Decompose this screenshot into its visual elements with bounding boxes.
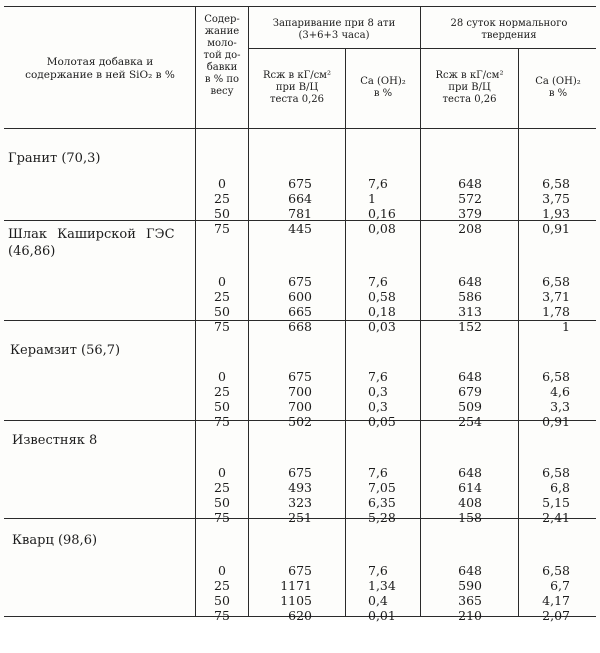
col-divider-1 xyxy=(195,6,196,616)
additive-label-limestone: Известняк 8 xyxy=(12,433,98,448)
normal-strength-granite: 648 572 379 208 xyxy=(458,176,482,236)
dose-column-granite: 0 25 50 75 xyxy=(214,176,230,236)
dose-column-quartz: 0 25 50 75 xyxy=(214,563,230,623)
normal-caoh-slag: 6,58 3,71 1,78 1 xyxy=(542,274,570,334)
header-steam-strength: Rсж в кГ/см² при В/Ц теста 0,26 xyxy=(263,70,331,105)
steam-caoh-limestone: 7,6 7,05 6,35 5,28 xyxy=(368,465,396,525)
normal-strength-slag: 648 586 313 152 xyxy=(458,274,482,334)
col-divider-2 xyxy=(248,6,249,616)
steam-strength-granite: 675 664 781 445 xyxy=(288,176,312,236)
normal-caoh-granite: 6,58 3,75 1,93 0,91 xyxy=(542,176,570,236)
header-additive: Молотая добавка и содержание в ней SiO₂ в % xyxy=(25,56,175,81)
header-steam-group: Запаривание при 8 ати (3+6+3 часа) xyxy=(272,18,396,41)
header-normal-caoh: Ca (OH)₂ в % xyxy=(535,76,581,99)
steam-caoh-slag: 7,6 0,58 0,18 0,03 xyxy=(368,274,396,334)
additive-label-keramzit: Керамзит (56,7) xyxy=(10,343,121,358)
normal-strength-quartz: 648 590 365 210 xyxy=(458,563,482,623)
normal-strength-limestone: 648 614 408 158 xyxy=(458,465,482,525)
subheader-rule xyxy=(248,48,596,49)
col-divider-4 xyxy=(420,6,421,616)
col-divider-3 xyxy=(345,48,346,616)
col-divider-5 xyxy=(518,48,519,616)
steam-caoh-quartz: 7,6 1,34 0,4 0,01 xyxy=(368,563,396,623)
steam-caoh-granite: 7,6 1 0,16 0,08 xyxy=(368,176,396,236)
dose-column-limestone: 0 25 50 75 xyxy=(214,465,230,525)
steam-strength-quartz: 675 1171 1105 620 xyxy=(280,563,312,623)
additive-label-granite: Гранит (70,3) xyxy=(8,151,101,166)
steam-caoh-keramzit: 7,6 0,3 0,3 0,05 xyxy=(368,369,396,429)
steam-strength-limestone: 675 493 323 251 xyxy=(288,465,312,525)
header-bottom-rule xyxy=(4,128,596,129)
normal-caoh-keramzit: 6,58 4,6 3,3 0,91 xyxy=(542,369,570,429)
normal-caoh-limestone: 6,58 6,8 5,15 2,41 xyxy=(542,465,570,525)
additive-label-slag: Шлак Каширской ГЭС (46,86) xyxy=(8,227,175,259)
dose-column-keramzit: 0 25 50 75 xyxy=(214,369,230,429)
normal-caoh-quartz: 6,58 6,7 4,17 2,07 xyxy=(542,563,570,623)
header-steam-caoh: Ca (OH)₂ в % xyxy=(360,76,406,99)
header-normal-strength: Rсж в кГ/см² при В/Ц теста 0,26 xyxy=(435,70,504,105)
top-rule xyxy=(4,6,596,7)
dose-column-slag: 0 25 50 75 xyxy=(214,274,230,334)
normal-strength-keramzit: 648 679 509 254 xyxy=(458,369,482,429)
additive-label-quartz: Кварц (98,6) xyxy=(12,533,98,548)
header-dose: Содер- жание моло- той до- бавки в % по весу xyxy=(203,14,241,97)
steam-strength-slag: 675 600 665 668 xyxy=(288,274,312,334)
steam-strength-keramzit: 675 700 700 502 xyxy=(288,369,312,429)
header-normal-group: 28 суток нормального твердения xyxy=(450,18,568,41)
